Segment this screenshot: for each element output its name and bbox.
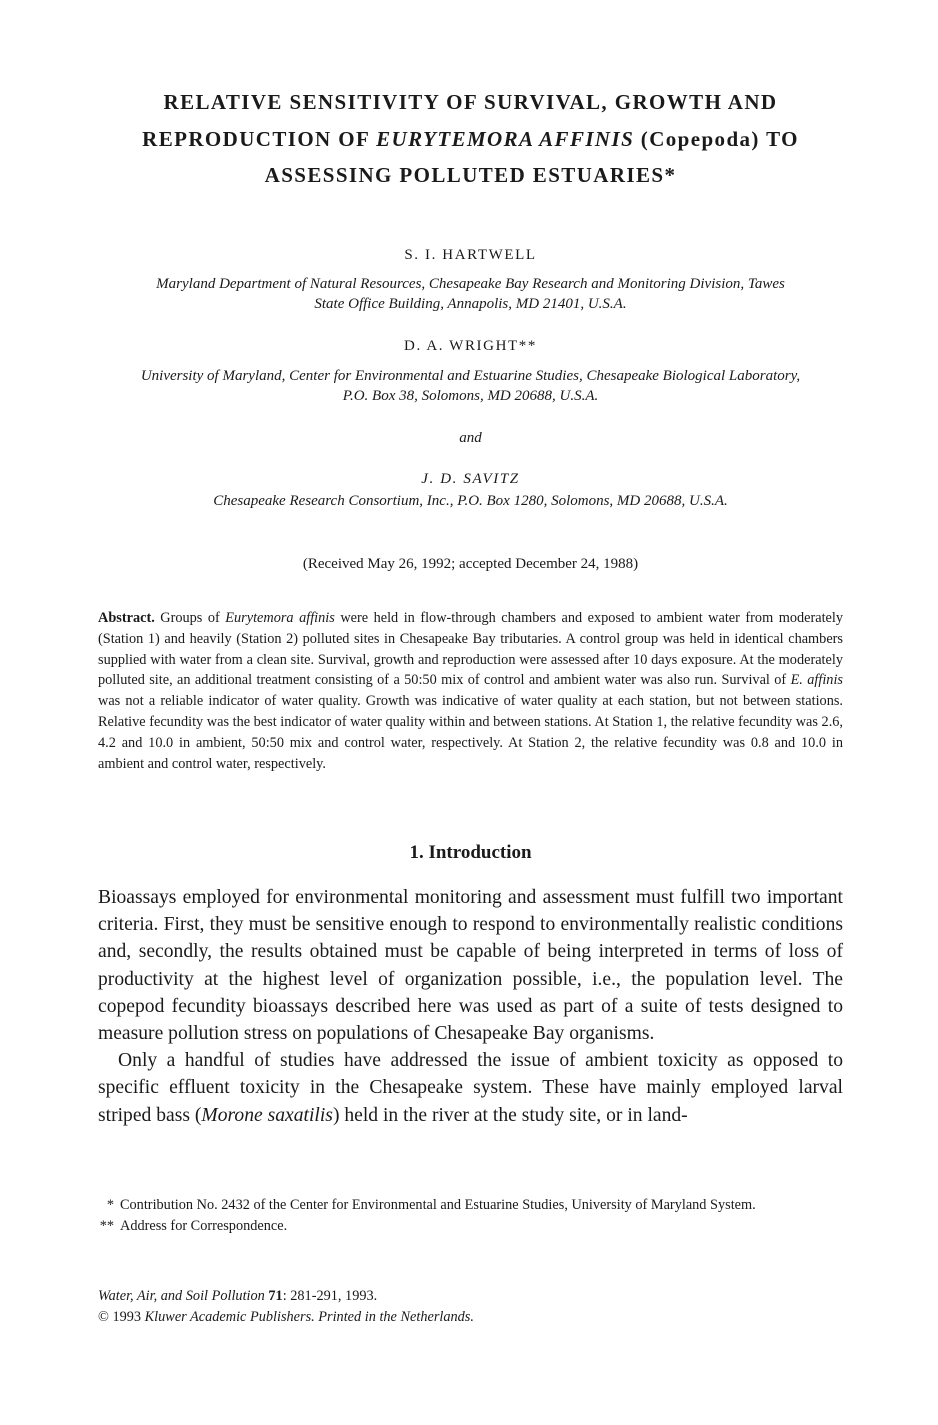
abstract-species-1: Eurytemora affinis bbox=[225, 610, 335, 626]
introduction-paragraph-1: Bioassays employed for environmental monitoring and assessment must fulfill two important criteria. First, they must be sensitive enough to respond to environmentally realistic conditions and, secondly, the results obtained must be capable of being interpreted in terms of loss of productivity at the highest level of organization possible, i.e., the population level. The copepod fecundity bioassays described here was used as part of a suite of tests designed to measure pollution stress on populations of Chesapeake Bay organisms. bbox=[98, 887, 843, 1045]
author-affiliation-1 bbox=[98, 274, 843, 314]
author-name-1: S. I. HARTWELL bbox=[404, 247, 537, 263]
introduction-body bbox=[98, 884, 843, 1129]
footnote-2 bbox=[98, 1216, 843, 1237]
affiliation-2-line-1: University of Maryland, Center for Environmental and Estuarine Studies, Chesapeake Biological Laboratory, bbox=[140, 368, 801, 384]
footnote-2-text: Address for Correspondence. bbox=[120, 1217, 288, 1234]
abstract-text-2: were held in flow-through chambers and exposed to ambient water from moderately (Station 1) and heavily (Station 2) polluted sites in Chesapeake Bay tributaries. A control group was held in identical chambers supplied with water from a clean site. Survival, growth and reproduction were assessed after 10 days exposure. At the moderately polluted site, an additional treatment consisting of a 50:50 mix of control and ambient water was also run. Survival of bbox=[98, 610, 844, 689]
paragraph-2-species: Morone saxatilis bbox=[201, 1104, 333, 1126]
copyright-year: 1993 bbox=[108, 1308, 145, 1325]
title-line-2-pre: REPRODUCTION OF bbox=[142, 126, 377, 151]
abstract-label: Abstract. bbox=[98, 610, 155, 626]
paragraph-2-text-b: ) held in the river at the study site, or in land- bbox=[332, 1104, 688, 1126]
publisher-text: Kluwer Academic Publishers. Printed in the Netherlands. bbox=[144, 1308, 474, 1325]
affiliation-2-line-2: P.O. Box 38, Solomons, MD 20688, U.S.A. bbox=[342, 388, 599, 404]
copyright-line bbox=[98, 1307, 843, 1328]
journal-line bbox=[98, 1286, 843, 1307]
abstract-species-2: E. affinis bbox=[790, 672, 843, 689]
affiliation-1-line-2: State Office Building, Annapolis, MD 21401, U.S.A. bbox=[314, 296, 627, 312]
affiliation-1-line-1: Maryland Department of Natural Resources, Chesapeake Bay Research and Monitoring Division, Tawes bbox=[156, 276, 785, 292]
footnote-1 bbox=[98, 1195, 843, 1216]
abstract-text-1: Groups of bbox=[154, 610, 226, 626]
footnote-2-mark: ** bbox=[99, 1217, 114, 1234]
title-line-2 bbox=[98, 121, 843, 158]
abstract bbox=[98, 608, 843, 774]
footnote-1-text: Contribution No. 2432 of the Center for Environmental and Estuarine Studies, University of Maryland System. bbox=[120, 1197, 756, 1213]
author-name-3: J. D. SAVITZ bbox=[421, 471, 520, 487]
journal-volume: 71 bbox=[268, 1288, 283, 1304]
section-heading-introduction: 1. Introduction bbox=[409, 842, 532, 863]
introduction-paragraph-2 bbox=[98, 1047, 843, 1129]
received-dates: (Received May 26, 1992; accepted December 24, 1988) bbox=[302, 556, 639, 572]
title-line-1: RELATIVE SENSITIVITY OF SURVIVAL, GROWTH AND bbox=[163, 90, 778, 114]
author-affiliation-2 bbox=[98, 366, 843, 406]
title-line-3: ASSESSING POLLUTED ESTUARIES* bbox=[264, 163, 677, 187]
affiliation-3-line-1: Chesapeake Research Consortium, Inc., P.O. Box 1280, Solomons, MD 20688, U.S.A. bbox=[213, 493, 728, 509]
title-line-2-post: (Copepoda) TO bbox=[634, 126, 799, 151]
footnote-1-mark: * bbox=[106, 1197, 114, 1213]
author-name-2: D. A. WRIGHT** bbox=[404, 338, 537, 354]
copyright-symbol: © bbox=[98, 1308, 109, 1325]
footnotes bbox=[98, 1195, 843, 1236]
journal-citation bbox=[98, 1286, 843, 1327]
journal-pages: : 281-291, 1993. bbox=[282, 1288, 378, 1304]
title-species-name: EURYTEMORA AFFINIS bbox=[376, 126, 635, 151]
abstract-text-3: was not a reliable indicator of water quality. Growth was indicative of water quality at each station, but not between stations. Relative fecundity was the best indicator of water quality within and between stations. At Station 1, the relative fecundity was 2.6, 4.2 and 10.0 in ambient, 50:50 mix and control water, respectively. At Station 2, the relative fecundity was 0.8 and 10.0 in ambient and control water, respectively. bbox=[98, 693, 843, 772]
paper-title bbox=[98, 84, 843, 194]
journal-name: Water, Air, and Soil Pollution bbox=[98, 1288, 265, 1304]
and-conjunction: and bbox=[459, 430, 482, 446]
author-affiliation-3 bbox=[98, 491, 843, 511]
paragraph-2-text-a: Only a handful of studies have addressed the issue of ambient toxicity as opposed to specific effluent toxicity in the Chesapeake system. These have mainly employed larval striped bass ( bbox=[98, 1050, 843, 1126]
